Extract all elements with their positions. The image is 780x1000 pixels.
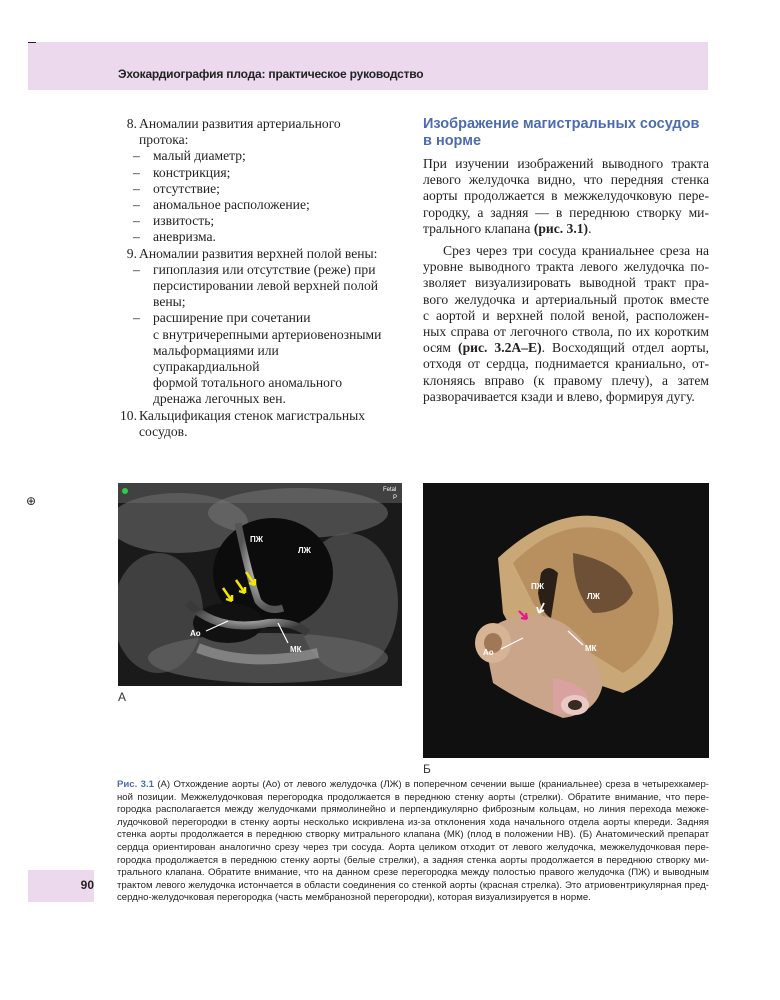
list-item: [117, 424, 387, 440]
list-item-text: с внутричерепными артериовенозными: [153, 326, 382, 342]
ultrasound-image: [118, 483, 402, 686]
label-ao-a: Ао: [190, 629, 201, 638]
label-pzh-a: ПЖ: [250, 535, 263, 544]
p1-line-2: левого желудочка видно, что передняя стенка: [423, 172, 709, 188]
p2-line-5: с аортой и верхней полой веной, расположен-: [423, 307, 709, 323]
left-column-list: [117, 116, 387, 440]
p2-line-1: Срез через три сосуда краниальнее среза на: [443, 243, 709, 259]
list-item-text: Кальцификация стенок магистральных: [139, 407, 366, 423]
caption-line-text: городка располагается между желудочками прямолинейно и перпендикулярно фиброзным кольцам, но линия перехода межже-: [117, 804, 709, 816]
list-number: 9.: [126, 245, 137, 261]
caption-line: [117, 829, 709, 842]
list-number: 10.: [120, 407, 137, 423]
p1-line-1: При изучении изображений выводного тракта: [423, 156, 709, 171]
list-item-text: констрикция;: [153, 164, 231, 180]
page-number: [28, 878, 94, 892]
specimen-graphic: [423, 483, 709, 758]
p2-line-7-text: осям: [423, 340, 459, 356]
list-item-text: аномальное расположение;: [153, 197, 310, 213]
list-item: [117, 391, 387, 407]
p1-line-5: [423, 221, 709, 237]
caption-line: [117, 779, 709, 792]
p1-line-4: городку, а задняя — в переднюю створку ми-: [423, 204, 709, 220]
caption-label: Рис. 3.1: [117, 779, 154, 790]
p2-line-4: вого желудочка и артериальный проток вместе: [423, 291, 709, 307]
list-item-text: гипоплазия или отсутствие (реже) при: [153, 261, 376, 277]
list-item: [117, 246, 387, 262]
dash-bullet: –: [133, 180, 140, 196]
list-item: [117, 116, 387, 148]
running-header: Эхокардиография плода: практическое руководство: [118, 67, 424, 81]
list-item: [117, 294, 387, 310]
list-number: 8.: [126, 116, 137, 131]
list-item: [117, 229, 387, 245]
list-item-text: Аномалии развития артериального протока:: [139, 116, 341, 148]
ultrasound-graphic: [118, 483, 402, 686]
dash-bullet: –: [133, 229, 140, 245]
dash-bullet: –: [133, 148, 140, 164]
p2-line-7-end: . Восходящий отдел аорты,: [541, 340, 709, 356]
list-item-text: мальформациями или супракардиальной: [153, 342, 279, 375]
caption-line-text: трального клапана. Обратите внимание, что на данном срезе перегородка между полостью правого желудочка (ПЖ) и выводным: [117, 867, 709, 879]
dash-bullet: –: [133, 164, 140, 180]
p2-line-7: [423, 340, 709, 356]
figure-caption: [117, 779, 709, 905]
caption-line: [117, 842, 709, 855]
caption-line: [117, 867, 709, 880]
caption-line-text: лудочковой перегородки в стенку аорты несколько искривлена из-за отклонения хода начального отдела аорты кпереди. Задняя: [117, 816, 709, 828]
list-item-text: малый диаметр;: [153, 148, 246, 164]
label-lzh-b: ЛЖ: [587, 592, 600, 601]
caption-line-text: стенка аорты продолжается в переднюю створку митрального клапана (МК) (плод в положении НВ). (Б) Анатомический препарат: [117, 829, 709, 841]
paragraph-2: [423, 243, 709, 405]
label-lzh-a: ЛЖ: [298, 546, 311, 555]
right-column: [423, 116, 709, 405]
caption-line: [117, 892, 709, 905]
registration-mark-icon: ⊕: [26, 494, 37, 508]
label-pzh-b: ПЖ: [531, 582, 544, 591]
list-item-text: персистировании левой верхней полой: [153, 278, 379, 294]
p2-line-2: уровне выводного тракта левого желудочка по-: [423, 259, 709, 275]
list-item-text: сосудов.: [139, 423, 188, 439]
section-title-line-1: Изображение магистральных сосудов: [423, 116, 700, 132]
list-item: [117, 197, 387, 213]
corner-text-1: Fetal: [383, 487, 397, 493]
caption-line: [117, 855, 709, 868]
label-mk-b: МК: [585, 644, 597, 653]
list-item-text: отсутствие;: [153, 180, 220, 196]
paragraph-1: [423, 156, 709, 237]
dash-bullet: –: [133, 310, 140, 326]
list-item: [117, 148, 387, 164]
caption-line-text: трактом левого желудочка истончается в области соединения со стенкой аорты (красная стрелка). Это атриовентрикулярная пред-: [117, 879, 709, 891]
figure-ref-3-2: (рис. 3.2А–Е): [458, 340, 542, 356]
caption-line-text: городка продолжается в переднюю стенку аорты (белые стрелки), а задняя стенка аорты продолжается в переднюю створку ми-: [117, 854, 709, 866]
p1-line-5-end: .: [588, 220, 592, 236]
p1-line-3: аорты продолжается в межжелудочковую пере-: [423, 188, 709, 204]
corner-text-2: P: [393, 495, 398, 501]
list-item-text: извитость;: [153, 213, 215, 229]
list-item: [117, 278, 387, 294]
dash-bullet: –: [133, 197, 140, 213]
p2-line-3: зволяет визуализировать выводной тракт пра-: [423, 275, 709, 291]
caption-line: [117, 880, 709, 893]
list-item: [117, 165, 387, 181]
figure-label-a: А: [118, 690, 127, 704]
label-ao-b: Ао: [483, 648, 494, 657]
dash-bullet: –: [133, 261, 140, 277]
list-item: [117, 181, 387, 197]
list-item: [117, 408, 387, 424]
section-title-line-2: в норме: [423, 133, 482, 149]
list-item-text: расширение при сочетании: [153, 310, 311, 326]
caption-line-text: (А) Отхождение аорты (Ао) от левого желудочка (ЛЖ) в поперечном сечении выше (краниальнее) среза в четырехкамер-: [157, 779, 709, 790]
header-band: [28, 42, 708, 90]
figure-ref-3-1: (рис. 3.1): [533, 220, 589, 236]
list-item-text: формой тотального аномального: [153, 375, 342, 391]
page-number-text: 90: [80, 878, 94, 892]
p2-line-6: ных справа от легочного ствола, по их коротким: [423, 324, 709, 340]
list-item: [117, 375, 387, 391]
label-mk-a: МК: [290, 645, 302, 654]
section-title: [423, 116, 709, 150]
list-item-text: вены;: [153, 294, 186, 310]
caption-line: [117, 817, 709, 830]
specimen-image: [423, 483, 709, 758]
p2-line-8: отходя от сердца, поднимается краниально, от-: [423, 356, 709, 372]
list-item: [117, 213, 387, 229]
list-item: [117, 327, 387, 343]
caption-line-text: ной позиции. Межжелудочковая перегородка продолжается в переднюю стенку аорты (стрелки). Обратите внимание, что пере-: [117, 791, 709, 803]
list-item: [117, 310, 387, 326]
caption-line: [117, 804, 709, 817]
caption-line-text: сердно-желудочковая перегородка (часть мембранозной перегородки), которая визуализируется в норме.: [117, 892, 591, 904]
list-item: [117, 343, 387, 375]
caption-line: [117, 792, 709, 805]
dash-bullet: –: [133, 213, 140, 229]
list-item-text: Аномалии развития верхней полой вены:: [139, 245, 378, 261]
header-rule: [28, 42, 36, 43]
p1-line-5-text: трального клапана: [423, 220, 534, 236]
figure-label-b: Б: [423, 762, 431, 776]
list-item-text: дренажа легочных вен.: [153, 391, 286, 407]
p2-line-9: клоняясь вправо (к правому плечу), а затем: [423, 372, 709, 388]
list-item: [117, 262, 387, 278]
list-item-text: аневризма.: [153, 229, 216, 245]
p2-line-10: разворачивается кзади и влево, формируя дугу.: [423, 388, 695, 404]
caption-line-text: сердца ориентирован аналогично срезу через три сосуда. Аорта целиком отходит от левого желудочка, межжелудочковая пере-: [117, 841, 709, 853]
